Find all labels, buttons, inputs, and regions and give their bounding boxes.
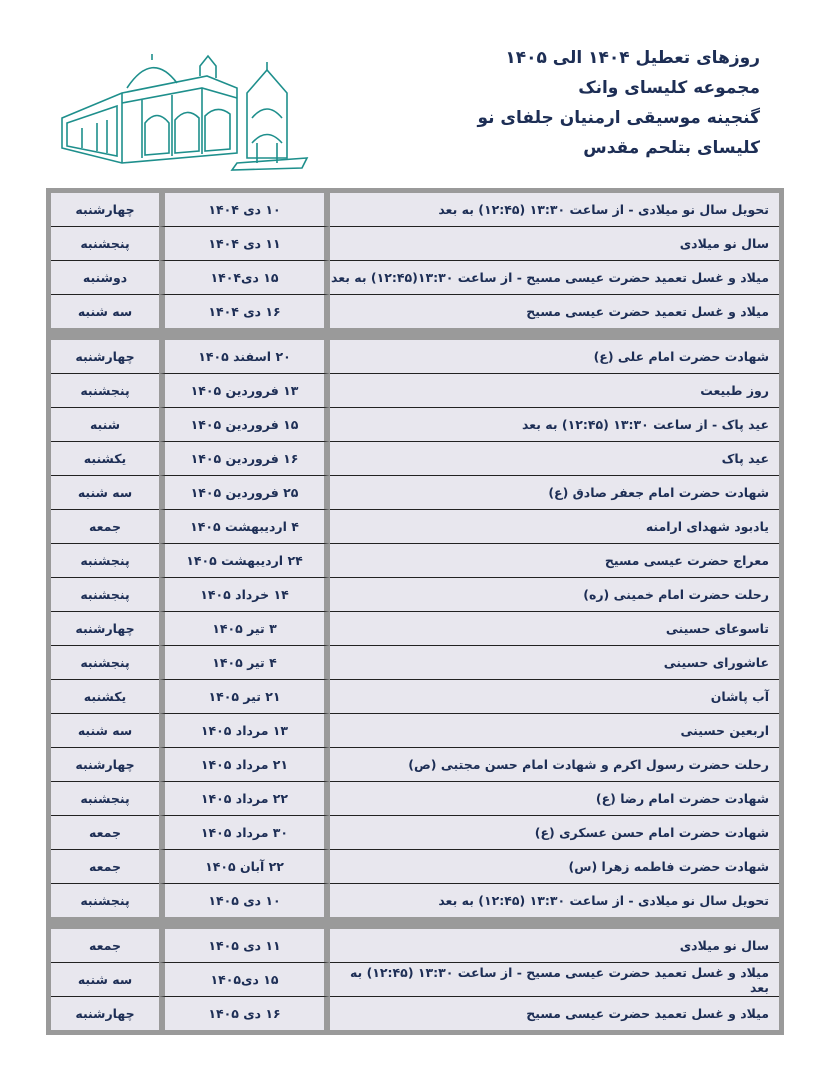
table-row [51, 295, 779, 328]
table-group [46, 188, 784, 333]
day-cell: پنجشنبه [51, 782, 159, 816]
church-logo-icon [52, 48, 312, 178]
event-cell: یادبود شهدای ارامنه [330, 510, 779, 544]
table-row [51, 612, 779, 646]
event-cell: تحویل سال نو میلادی - از ساعت ۱۳:۳۰ (۱۲:۴۵) به بعد [330, 193, 779, 227]
event-cell: شهادت حضرت فاطمه زهرا (س) [330, 850, 779, 884]
day-cell: یکشنبه [51, 680, 159, 714]
table-group [46, 922, 784, 1035]
event-cell: تحویل سال نو میلادی - از ساعت ۱۳:۳۰ (۱۲:۴۵) به بعد [330, 884, 779, 917]
date-cell: ۱۵ دی۱۴۰۵ [159, 963, 330, 997]
date-cell: ۳۰ مرداد ۱۴۰۵ [159, 816, 330, 850]
day-cell: پنجشنبه [51, 884, 159, 917]
table-row [51, 408, 779, 442]
event-cell: آب پاشان [330, 680, 779, 714]
event-cell: شهادت حضرت امام جعفر صادق (ع) [330, 476, 779, 510]
date-cell: ۲۲ مرداد ۱۴۰۵ [159, 782, 330, 816]
day-cell: جمعه [51, 850, 159, 884]
date-cell: ۳ تیر ۱۴۰۵ [159, 612, 330, 646]
day-cell: پنجشنبه [51, 544, 159, 578]
date-cell: ۴ اردیبهشت ۱۴۰۵ [159, 510, 330, 544]
day-cell: پنجشنبه [51, 374, 159, 408]
table-row [51, 850, 779, 884]
table-row [51, 714, 779, 748]
day-cell: جمعه [51, 510, 159, 544]
date-cell: ۴ تیر ۱۴۰۵ [159, 646, 330, 680]
day-cell: جمعه [51, 816, 159, 850]
table-row [51, 442, 779, 476]
event-cell: شهادت حضرت امام رضا (ع) [330, 782, 779, 816]
day-cell: چهارشنبه [51, 997, 159, 1030]
event-cell: سال نو میلادی [330, 929, 779, 963]
event-cell: شهادت حضرت امام علی (ع) [330, 340, 779, 374]
table-row [51, 261, 779, 295]
date-cell: ۱۳ فروردین ۱۴۰۵ [159, 374, 330, 408]
event-cell: میلاد و غسل تعمید حضرت عیسی مسیح [330, 997, 779, 1030]
day-cell: شنبه [51, 408, 159, 442]
event-cell: عید پاک [330, 442, 779, 476]
day-cell: سه شنبه [51, 963, 159, 997]
subtitle-museum: گنجینه موسیقی ارمنیان جلفای نو [477, 108, 760, 128]
table-row [51, 680, 779, 714]
header-titles [477, 48, 760, 168]
event-cell: رحلت حضرت امام خمینی (ره) [330, 578, 779, 612]
event-cell: میلاد و غسل تعمید حضرت عیسی مسیح - از ساعت ۱۳:۳۰ (۱۲:۴۵) به بعد [330, 963, 779, 997]
table-row [51, 748, 779, 782]
table-row [51, 476, 779, 510]
table-row [51, 963, 779, 997]
event-cell: شهادت حضرت امام حسن عسکری (ع) [330, 816, 779, 850]
day-cell: دوشنبه [51, 261, 159, 295]
event-cell: تاسوعای حسینی [330, 612, 779, 646]
table-row [51, 374, 779, 408]
day-cell: چهارشنبه [51, 612, 159, 646]
table-row [51, 510, 779, 544]
date-cell: ۲۱ مرداد ۱۴۰۵ [159, 748, 330, 782]
table-group [46, 333, 784, 922]
event-cell: سال نو میلادی [330, 227, 779, 261]
table-row [51, 782, 779, 816]
table-row [51, 929, 779, 963]
subtitle-bethlehem: کلیسای بتلحم مقدس [583, 138, 760, 158]
table-row [51, 816, 779, 850]
event-cell: میلاد و غسل تعمید حضرت عیسی مسیح [330, 295, 779, 328]
date-cell: ۱۱ دی ۱۴۰۴ [159, 227, 330, 261]
holiday-group-table [51, 340, 779, 917]
date-cell: ۱۳ مرداد ۱۴۰۵ [159, 714, 330, 748]
table-row [51, 646, 779, 680]
day-cell: سه شنبه [51, 295, 159, 328]
table-row [51, 997, 779, 1030]
day-cell: چهارشنبه [51, 340, 159, 374]
day-cell: پنجشنبه [51, 227, 159, 261]
date-cell: ۲۰ اسفند ۱۴۰۵ [159, 340, 330, 374]
date-cell: ۱۵ فروردین ۱۴۰۵ [159, 408, 330, 442]
table-row [51, 578, 779, 612]
page-title: روزهای تعطیل ۱۴۰۴ الی ۱۴۰۵ [505, 48, 760, 68]
date-cell: ۱۶ دی ۱۴۰۴ [159, 295, 330, 328]
date-cell: ۲۱ تیر ۱۴۰۵ [159, 680, 330, 714]
holiday-group-table [51, 193, 779, 328]
date-cell: ۲۵ فروردین ۱۴۰۵ [159, 476, 330, 510]
day-cell: چهارشنبه [51, 748, 159, 782]
date-cell: ۱۱ دی ۱۴۰۵ [159, 929, 330, 963]
holiday-table [46, 188, 784, 1035]
event-cell: عاشورای حسینی [330, 646, 779, 680]
event-cell: عید پاک - از ساعت ۱۳:۳۰ (۱۲:۴۵) به بعد [330, 408, 779, 442]
day-cell: سه شنبه [51, 476, 159, 510]
subtitle-vank: مجموعه کلیسای وانک [578, 78, 760, 98]
table-row [51, 884, 779, 917]
table-row [51, 227, 779, 261]
table-row [51, 340, 779, 374]
date-cell: ۱۰ دی ۱۴۰۵ [159, 884, 330, 917]
day-cell: جمعه [51, 929, 159, 963]
date-cell: ۱۵ دی۱۴۰۴ [159, 261, 330, 295]
day-cell: پنجشنبه [51, 578, 159, 612]
table-row [51, 544, 779, 578]
date-cell: ۲۴ اردیبهشت ۱۴۰۵ [159, 544, 330, 578]
day-cell: یکشنبه [51, 442, 159, 476]
table-row [51, 193, 779, 227]
date-cell: ۱۶ فروردین ۱۴۰۵ [159, 442, 330, 476]
day-cell: پنجشنبه [51, 646, 159, 680]
day-cell: چهارشنبه [51, 193, 159, 227]
holiday-group-table [51, 929, 779, 1030]
date-cell: ۱۴ خرداد ۱۴۰۵ [159, 578, 330, 612]
day-cell: سه شنبه [51, 714, 159, 748]
date-cell: ۲۲ آبان ۱۴۰۵ [159, 850, 330, 884]
date-cell: ۱۰ دی ۱۴۰۴ [159, 193, 330, 227]
event-cell: اربعین حسینی [330, 714, 779, 748]
event-cell: روز طبیعت [330, 374, 779, 408]
event-cell: رحلت حضرت رسول اکرم و شهادت امام حسن مجتبی (ص) [330, 748, 779, 782]
event-cell: میلاد و غسل تعمید حضرت عیسی مسیح - از ساعت ۱۳:۳۰(۱۲:۴۵) به بعد [330, 261, 779, 295]
date-cell: ۱۶ دی ۱۴۰۵ [159, 997, 330, 1030]
event-cell: معراج حضرت عیسی مسیح [330, 544, 779, 578]
